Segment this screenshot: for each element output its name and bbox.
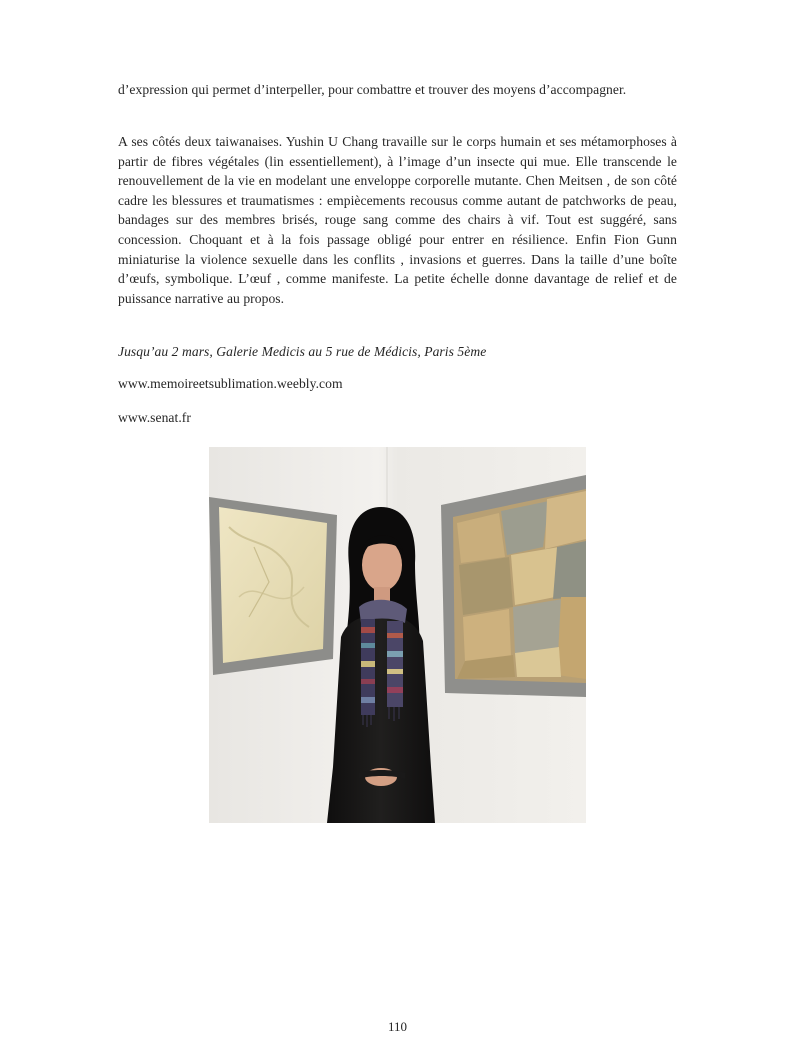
paragraph-text: A ses côtés deux taiwanaises. Yushin U Chang travaille sur le corps humain et ses métamorphoses à partir de fibres végétales (lin essentiellement), à l’image d’un insecte qui mue. Elle transcende le renouvellement de la vie en modelant une enveloppe corporelle mutante. Chen Meitsen , de son côté cadre les blessures et traumatismes : empiècements recousus comme autant de patchworks de peau, bandages sur des membres brisés, rouge sang comme des chairs à vif. Tout est suggéré, sans concession. Choquant et à la fois passage obligé pour entrer en résilience. Enfin Fion Gunn miniaturise la violence sexuelle dans les conflits , invasions et guerres. Dans la taille d’une boîte d’œufs, symbolique. L’œuf , comme manifeste. La petite échelle donne davantage de relief et de puissance narrative au propos. xyxy=(118,134,677,306)
exhibition-info xyxy=(118,342,677,362)
website-url: www.memoireetsublimation.weebly.com xyxy=(118,376,343,391)
gallery-photo xyxy=(209,447,586,823)
paragraph-text: d’expression qui permet d’interpeller, pour combattre et trouver des moyens d’accompagner. xyxy=(118,82,627,97)
paragraph-artists xyxy=(118,132,677,308)
exhibition-dates-location: Jusqu’au 2 mars, Galerie Medicis au 5 rue de Médicis, Paris 5ème xyxy=(118,344,487,359)
page-number: 110 xyxy=(387,1019,408,1034)
website-url: www.senat.fr xyxy=(118,410,191,425)
gallery-photo-illustration xyxy=(209,447,586,823)
website-link-memoire xyxy=(118,374,677,394)
website-link-senat xyxy=(118,408,677,428)
paragraph-continuation xyxy=(118,80,677,100)
